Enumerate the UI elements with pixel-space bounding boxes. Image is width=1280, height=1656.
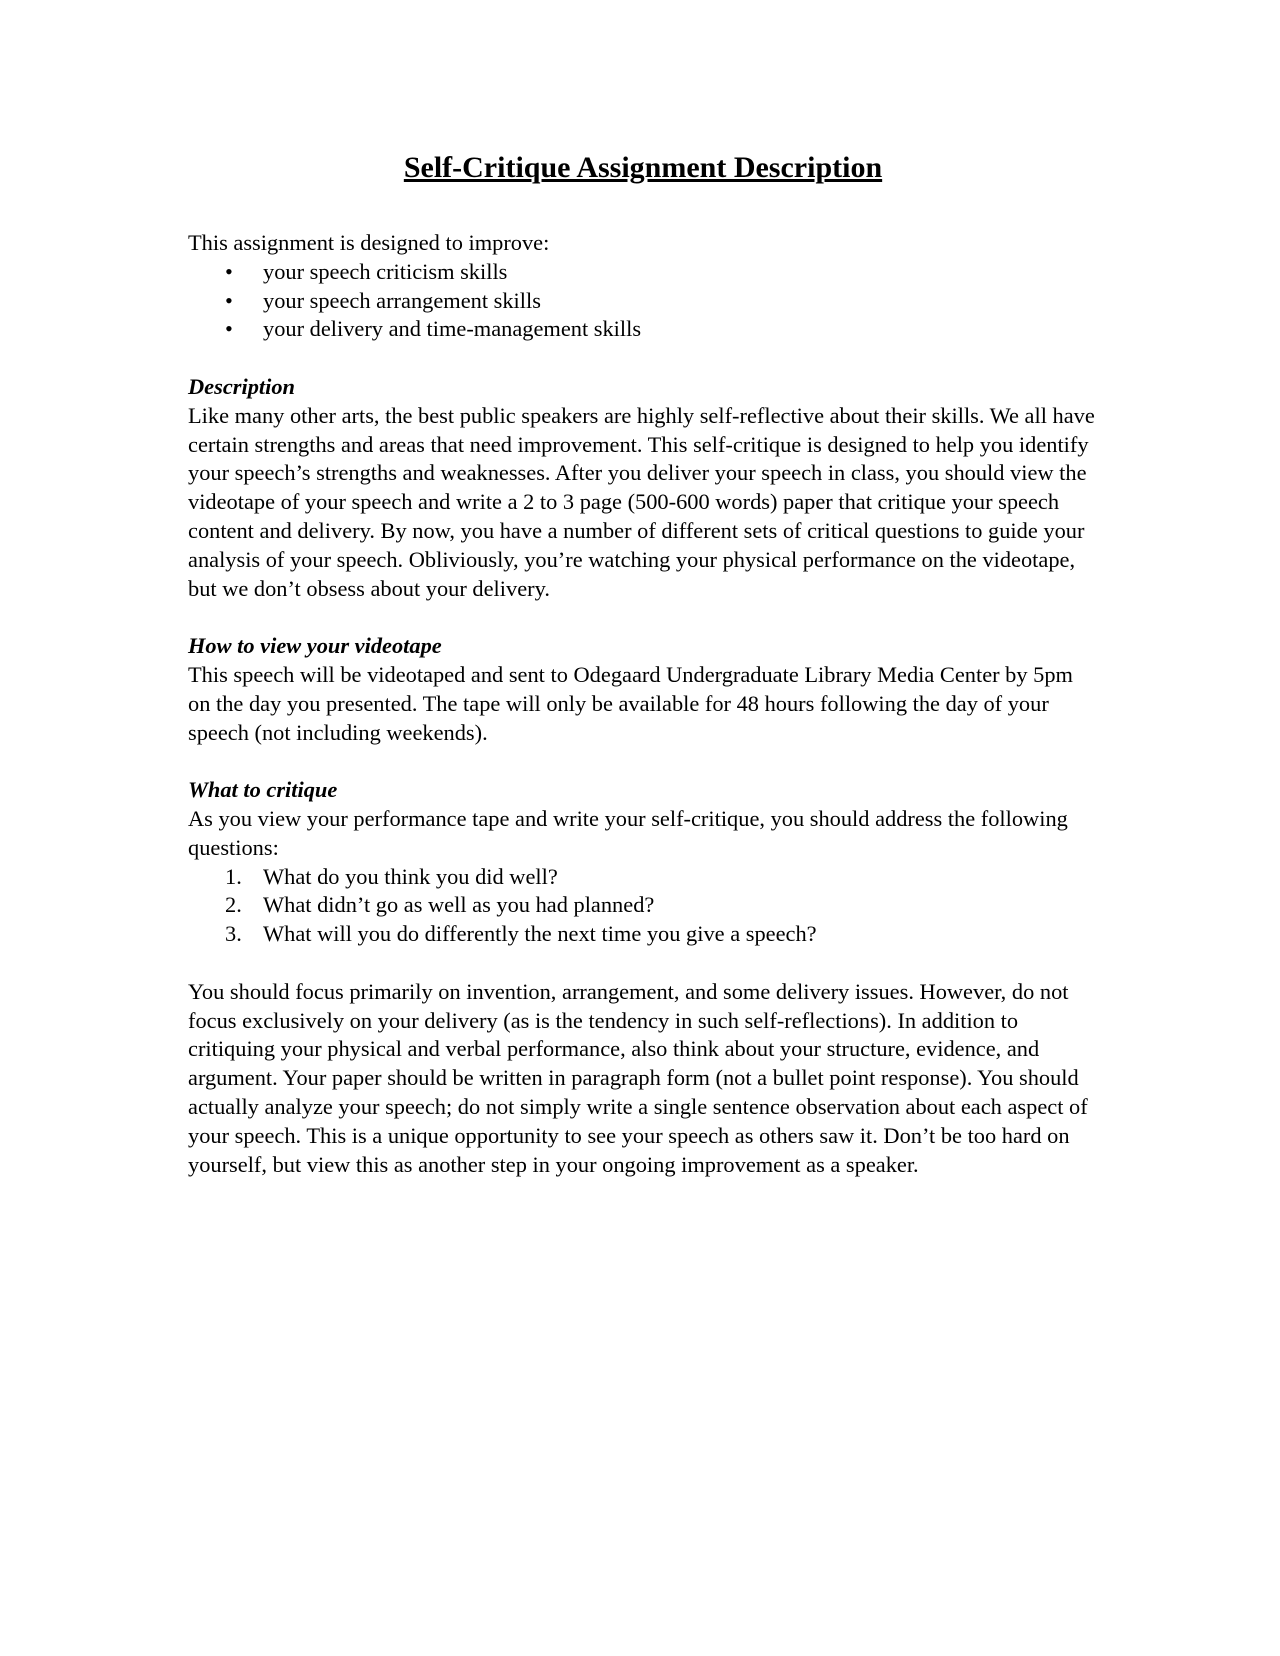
description-heading: Description xyxy=(188,373,295,399)
description-section xyxy=(188,373,1098,603)
closing-paragraph: You should focus primarily on invention, arrangement, and some delivery issues. However, do not focus exclusively on your delivery (as is the tendency in such self-reflections). In addition to critiquing your physical and verbal performance, also think about your structure, evidence, and argument. Your paper should be written in paragraph form (not a bullet point response). You should actually analyze your speech; do not simply write a single sentence observation about each aspect of your speech. This is a unique opportunity to see your speech as others saw it. Don’t be too hard on yourself, but view this as another step in your ongoing improvement as a speaker. xyxy=(188,978,1088,1177)
question-number: 2. xyxy=(225,892,242,918)
critique-section xyxy=(188,776,1098,949)
videotape-paragraph: This speech will be videotaped and sent to Odegaard Undergraduate Library Media Center by 5pm on the day you presented. The tape will only be available for 48 hours following the day of your speech (not including weekends). xyxy=(188,661,1073,745)
question-text: What do you think you did well? xyxy=(263,863,558,889)
document-title: Self-Critique Assignment Description xyxy=(403,151,883,184)
list-item-text: your delivery and time-management skills xyxy=(263,316,642,342)
improvement-list xyxy=(188,258,1098,344)
critique-heading: What to critique xyxy=(188,777,338,803)
intro-lead: This assignment is designed to improve: xyxy=(188,230,550,255)
list-item xyxy=(188,287,1098,316)
list-item xyxy=(188,891,1098,920)
closing-section xyxy=(188,978,1098,1180)
videotape-section xyxy=(188,632,1098,747)
question-number: 1. xyxy=(225,863,242,889)
bullet-icon: • xyxy=(225,316,233,342)
list-item xyxy=(188,920,1098,949)
list-item xyxy=(188,315,1098,344)
list-item xyxy=(188,258,1098,287)
bullet-icon: • xyxy=(225,258,233,284)
list-item-text: your speech criticism skills xyxy=(263,258,508,284)
question-number: 3. xyxy=(225,921,242,947)
videotape-heading: How to view your videotape xyxy=(188,633,442,659)
bullet-icon: • xyxy=(225,287,233,313)
critique-lead: As you view your performance tape and write your self-critique, you should address the following questions: xyxy=(188,805,1068,860)
intro-section xyxy=(188,229,1098,344)
list-item xyxy=(188,863,1098,892)
question-text: What will you do differently the next time you give a speech? xyxy=(263,921,817,947)
description-paragraph: Like many other arts, the best public speakers are highly self-reflective about their skills. We all have certain strengths and areas that need improvement. This self-critique is designed to help you identify your speech’s strengths and weaknesses. After you deliver your speech in class, you should view the videotape of your speech and write a 2 to 3 page (500-600 words) paper that critique your speech content and delivery. By now, you have a number of different sets of critical questions to guide your analysis of your speech. Obliviously, you’re watching your physical performance on the videotape, but we don’t obsess about your delivery. xyxy=(188,402,1095,601)
list-item-text: your speech arrangement skills xyxy=(263,287,541,313)
question-text: What didn’t go as well as you had planned? xyxy=(263,892,655,918)
document-body xyxy=(188,148,1098,1208)
questions-list xyxy=(188,863,1098,949)
